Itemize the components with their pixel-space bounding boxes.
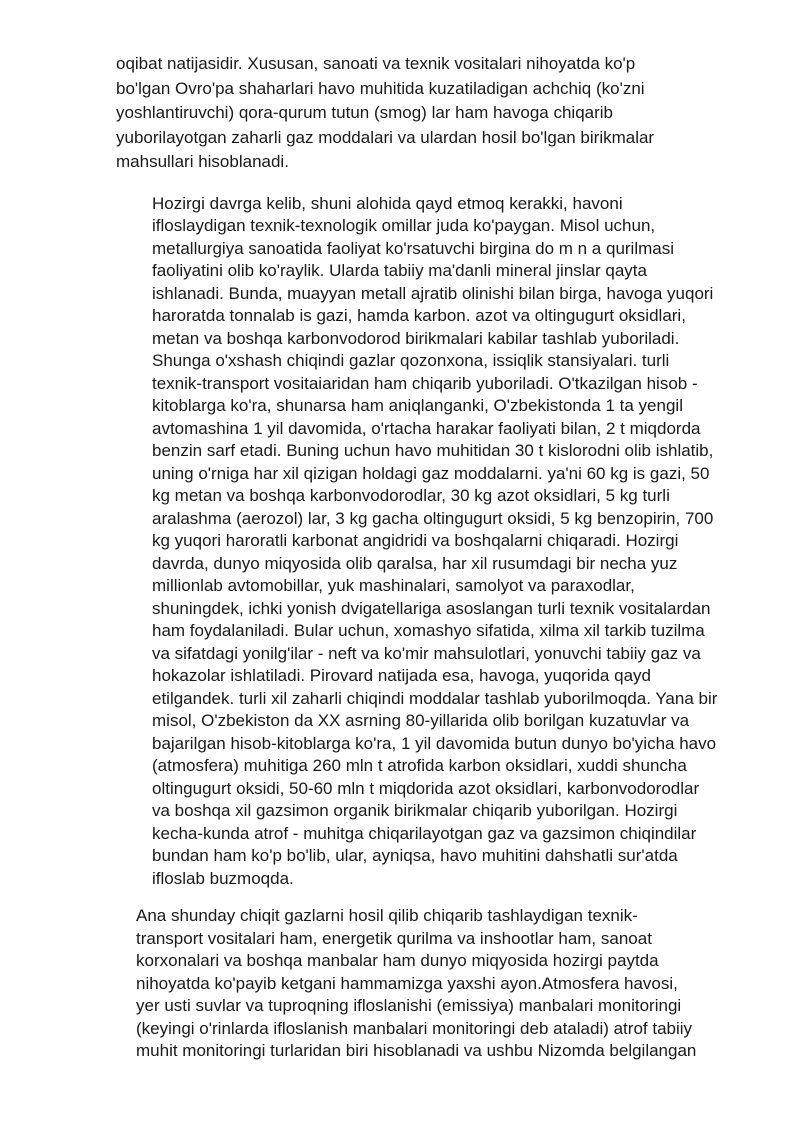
text-line: metan va boshqa karbonvodorod birikmalari kabilar tashlab yuboriladi. xyxy=(152,328,680,348)
text-line: texnik-transport vositaiaridan ham chiqarib yuboriladi. O'tkazilgan hisob - xyxy=(152,373,698,393)
text-line: (atmosfera) muhitiga 260 mln t atrofida karbon oksidlari, xuddi shuncha xyxy=(152,756,687,775)
text-line: nihoyatda ko'payib ketgani hammamizga yaxshi ayon.Atmosfera havosi, xyxy=(136,973,678,993)
text-line: (keyingi o'rinlarda ifloslanish manbalari monitoringi deb ataladi) atrof tabiiy xyxy=(136,1018,693,1038)
text-line: uning o'rniga har xil qizigan holdagi gaz moddalarni. ya'ni 60 kg is gazi, 50 xyxy=(152,463,710,483)
paragraph-pollution-factors xyxy=(116,193,746,891)
text-line: bundan ham ko'p bo'lib, ular, ayniqsa, havo muhitini dahshatli sur'atda xyxy=(152,846,678,865)
text-line: ifloslab buzmoqda. xyxy=(152,868,294,888)
text-line: kitoblarga ko'ra, shunarsa ham aniqlanganki, O'zbekistonda 1 ta yengil xyxy=(152,396,683,415)
text-line: mahsullari hisoblanadi. xyxy=(116,152,289,171)
text-line: korxonalari va boshqa manbalar ham dunyo miqyosida hozirgi paytda xyxy=(136,951,659,970)
text-line: kg yuqori haroratli karbonat angidridi va boshqalarni chiqaradi. Hozirgi xyxy=(152,531,679,550)
text-line: oltingugurt oksidi, 50-60 mln t miqdorida azot oksidlari, karbonvodorodlar xyxy=(152,778,700,798)
text-line: hokazolar ishlatiladi. Pirovard natijada esa, havoga, yuqorida qayd xyxy=(152,666,651,685)
text-line: oqibat natijasidir. Xususan, sanoati va texnik vositalari nihoyatda ko'p xyxy=(116,54,636,73)
text-line: etilgandek. turli xil zaharli chiqindi moddalar tashlab yuborilmoqda. Yana bir xyxy=(152,688,718,708)
document-page xyxy=(116,52,746,1063)
text-line: metallurgiya sanoatida faoliyat ko'rsatuvchi birgina do m n a qurilmasi xyxy=(152,238,675,258)
text-line: va boshqa xil gazsimon organik birikmalar chiqarib yuborilgan. Hozirgi xyxy=(152,801,678,820)
text-line: Hozirgi davrga kelib, shuni alohida qayd etmoq kerakki, havoni xyxy=(152,193,623,213)
text-line: aralashma (aerozol) lar, 3 kg gacha oltingugurt oksidi, 5 kg benzopirin, 700 xyxy=(152,508,714,528)
text-line: avtomashina 1 yil davomida, o'rtacha harakar faoliyati bilan, 2 t miqdorda xyxy=(152,418,701,438)
text-line: benzin sarf etadi. Buning uchun havo muhitidan 30 t kislorodni olib ishlatib, xyxy=(152,441,714,460)
text-line: yuborilayotgan zaharli gaz moddalari va ulardan hosil bo'lgan birikmalar xyxy=(116,127,655,147)
text-line: davrda, dunyo miqyosida olib qaralsa, har xil rusumdagi bir necha yuz xyxy=(152,553,678,573)
text-line: kecha-kunda atrof - muhitga chiqarilayotgan gaz va gazsimon chiqindilar xyxy=(152,823,697,843)
text-line: bo'lgan Ovro'pa shaharlari havo muhitida kuzatiladigan achchiq (ko'zni xyxy=(116,78,645,98)
text-line: millionlab avtomobillar, yuk mashinalari, samolyot va paraxodlar, xyxy=(152,576,635,595)
text-line: transport vositalari ham, energetik qurilma va inshootlar ham, sanoat xyxy=(136,928,652,948)
text-line: faoliyatini olib ko'raylik. Ularda tabiiy ma'danli mineral jinslar qayta xyxy=(152,261,647,280)
text-line: Shunga o'xshash chiqindi gazlar qozonxona, issiqlik stansiyalari. turli xyxy=(152,351,670,370)
text-line: kg metan va boshqa karbonvodorodlar, 30 kg azot oksidlari, 5 kg turli xyxy=(152,486,670,505)
text-line: Ana shunday chiqit gazlarni hosil qilib chiqarib tashlaydigan texnik- xyxy=(136,906,638,925)
text-line: muhit monitoringi turlaridan biri hisoblanadi va ushbu Nizomda belgilangan xyxy=(136,1041,697,1060)
paragraph-monitoring xyxy=(116,905,746,1063)
text-line: misol, O'zbekiston da XX asrning 80-yillarida olib borilgan kuzatuvlar va xyxy=(152,711,690,730)
text-line: bajarilgan hisob-kitoblarga ko'ra, 1 yil davomida butun dunyo bo'yicha havo xyxy=(152,733,717,753)
text-line: haroratda tonnalab is gazi, hamda karbon. azot va oltingugurt oksidlari, xyxy=(152,306,686,325)
text-line: ifloslaydigan texnik-texnologik omillar juda ko'paygan. Misol uchun, xyxy=(152,216,656,235)
text-line: ishlanadi. Bunda, muayyan metall ajratib olinishi bilan birga, havoga yuqori xyxy=(152,283,714,303)
text-line: shuningdek, ichki yonish dvigatellariga asoslangan turli texnik vositalardan xyxy=(152,598,711,618)
text-line: va sifatdagi yonilg'ilar - neft va ko'mir mahsulotlari, yonuvchi tabiiy gaz va xyxy=(152,643,701,663)
paragraph-smog xyxy=(116,52,746,175)
text-line: ham foydalaniladi. Bular uchun, xomashyo sifatida, xilma xil tarkib tuzilma xyxy=(152,621,705,640)
text-line: yer usti suvlar va tuproqning ifloslanishi (emissiya) manbalari monitoringi xyxy=(136,996,682,1015)
text-line: yoshlantiruvchi) qora-qurum tutun (smog) lar ham havoga chiqarib xyxy=(116,103,614,122)
